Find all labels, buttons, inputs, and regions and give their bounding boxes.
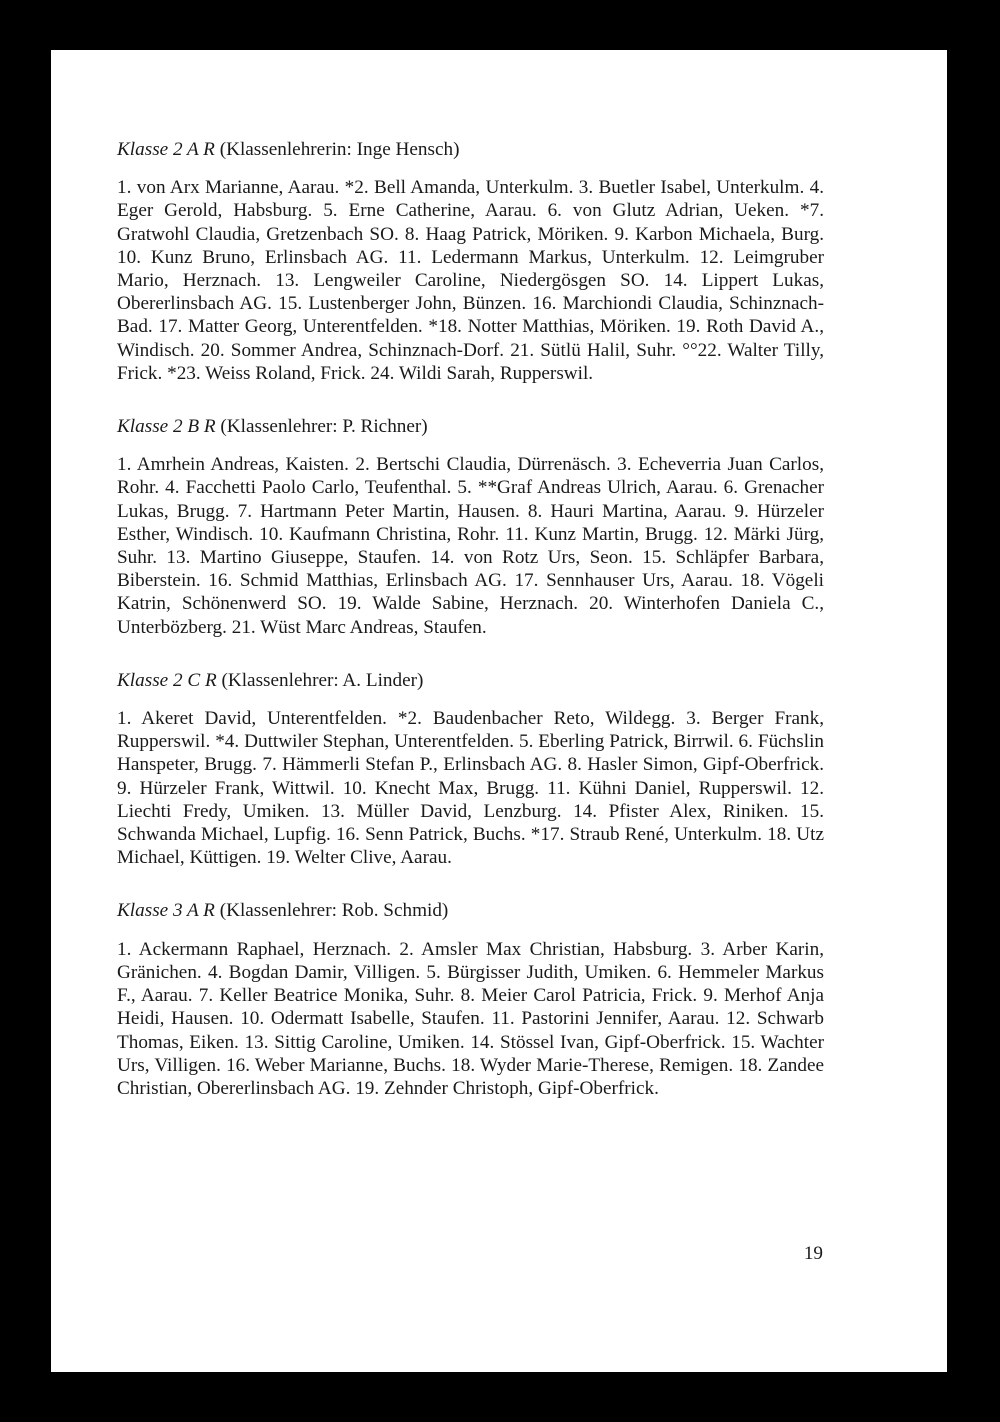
page-number: 19 (803, 1243, 823, 1264)
class-name: Klasse 2 A R (117, 139, 215, 160)
class-teacher: (Klassenlehrer: A. Linder) (216, 669, 424, 691)
class-lists (117, 138, 824, 1100)
class-name: Klasse 2 B R (117, 416, 216, 438)
class-name: Klasse 2 C R (117, 669, 217, 691)
class-heading-2ar (117, 138, 824, 161)
student-list-2br: 1. Amrhein Andreas, Kaisten. 2. Bertschi Claudia, Dürrenäsch. 3. Echeverria Juan Carlos, Rohr. 4. Facchetti Paolo Carlo, Teufenthal. 5. **Graf Andreas Ulrich, Aarau. 6. Grenacher Lukas, Brugg. 7. Hartmann Peter Martin, Hausen. 8. Hauri Martina, Aarau. 9. Hürzeler Esther, Windisch. 10. Kaufmann Christina, Rohr. 11. Kunz Martin, Brugg. 12. Märki Jürg, Suhr. 13. Martino Giuseppe, Staufen. 14. von Rotz Urs, Seon. 15. Schläpfer Barbara, Biberstein. 16. Schmid Matthias, Erlinsbach AG. 17. Sennhauser Urs, Aarau. 18. Vögeli Katrin, Schönenwerd SO. 19. Walde Sabine, Herznach. 20. Winterhofen Daniela C., Unterbözberg. 21. Wüst Marc Andreas, Staufen. (117, 454, 824, 638)
class-teacher: (Klassenlehrerin: Inge Hensch) (214, 139, 460, 160)
class-heading-3ar (117, 899, 824, 922)
class-heading-2cr (117, 669, 824, 692)
student-list-2ar: 1. von Arx Marianne, Aarau. *2. Bell Amanda, Unterkulm. 3. Buetler Isabel, Unterkulm. 4. Eger Gerold, Habsburg. 5. Erne Catherine, Aarau. 6. von Glutz Adrian, Ueken. *7. Gratwohl Claudia, Gretzenbach SO. 8. Haag Patrick, Möriken. 9. Karbon Michaela, Burg. 10. Kunz Bruno, Erlinsbach AG. 11. Ledermann Markus, Unterkulm. 12. Leimgruber Mario, Herznach. 13. Lengweiler Caroline, Niedergösgen SO. 14. Lippert Lukas, Obererlinsbach AG. 15. Lustenberger John, Bünzen. 16. Marchiondi Claudia, Schinznach-Bad. 17. Matter Georg, Unterentfelden. *18. Notter Matthias, Möriken. 19. Roth David A., Windisch. 20. Sommer Andrea, Schinznach-Dorf. 21. Sütlü Halil, Suhr. °°22. Walter Tilly, Frick. *23. Weiss Roland, Frick. 24. Wildi Sarah, Rupperswil. (117, 177, 824, 384)
student-list-2cr: 1. Akeret David, Unterentfelden. *2. Baudenbacher Reto, Wildegg. 3. Berger Frank, Rupperswil. *4. Duttwiler Stephan, Unterentfelden. 5. Eberling Patrick, Birrwil. 6. Füchslin Hanspeter, Brugg. 7. Hämmerli Stefan P., Erlinsbach AG. 8. Hasler Simon, Gipf-Oberfrick. 9. Hürzeler Frank, Wittwil. 10. Knecht Max, Brugg. 11. Kühni Daniel, Rupperswil. 12. Liechti Fredy, Umiken. 13. Müller David, Lenzburg. 14. Pfister Alex, Riniken. 15. Schwanda Michael, Lupfig. 16. Senn Patrick, Buchs. *17. Straub René, Unterkulm. 18. Utz Michael, Küttigen. 19. Welter Clive, Aarau. (117, 708, 824, 869)
document-page (51, 50, 947, 1372)
class-name: Klasse 3 A R (117, 900, 215, 922)
student-list-3ar: 1. Ackermann Raphael, Herznach. 2. Amsler Max Christian, Habsburg. 3. Arber Karin, Gränichen. 4. Bogdan Damir, Villigen. 5. Bürgisser Judith, Umiken. 6. Hemmeler Markus F., Aarau. 7. Keller Beatrice Monika, Suhr. 8. Meier Carol Patricia, Frick. 9. Merhof Anja Heidi, Hausen. 10. Odermatt Isabelle, Staufen. 11. Pastorini Jennifer, Aarau. 12. Schwarb Thomas, Eiken. 13. Sittig Caroline, Umiken. 14. Stössel Ivan, Gipf-Oberfrick. 15. Wachter Urs, Villigen. 16. Weber Marianne, Buchs. 18. Wyder Marie-Therese, Remigen. 18. Zandee Christian, Obererlinsbach AG. 19. Zehnder Christoph, Gipf-Oberfrick. (117, 938, 824, 1099)
class-heading-2br (117, 415, 824, 438)
class-teacher: (Klassenlehrer: Rob. Schmid) (214, 900, 449, 922)
class-teacher: (Klassenlehrer: P. Richner) (215, 416, 428, 438)
